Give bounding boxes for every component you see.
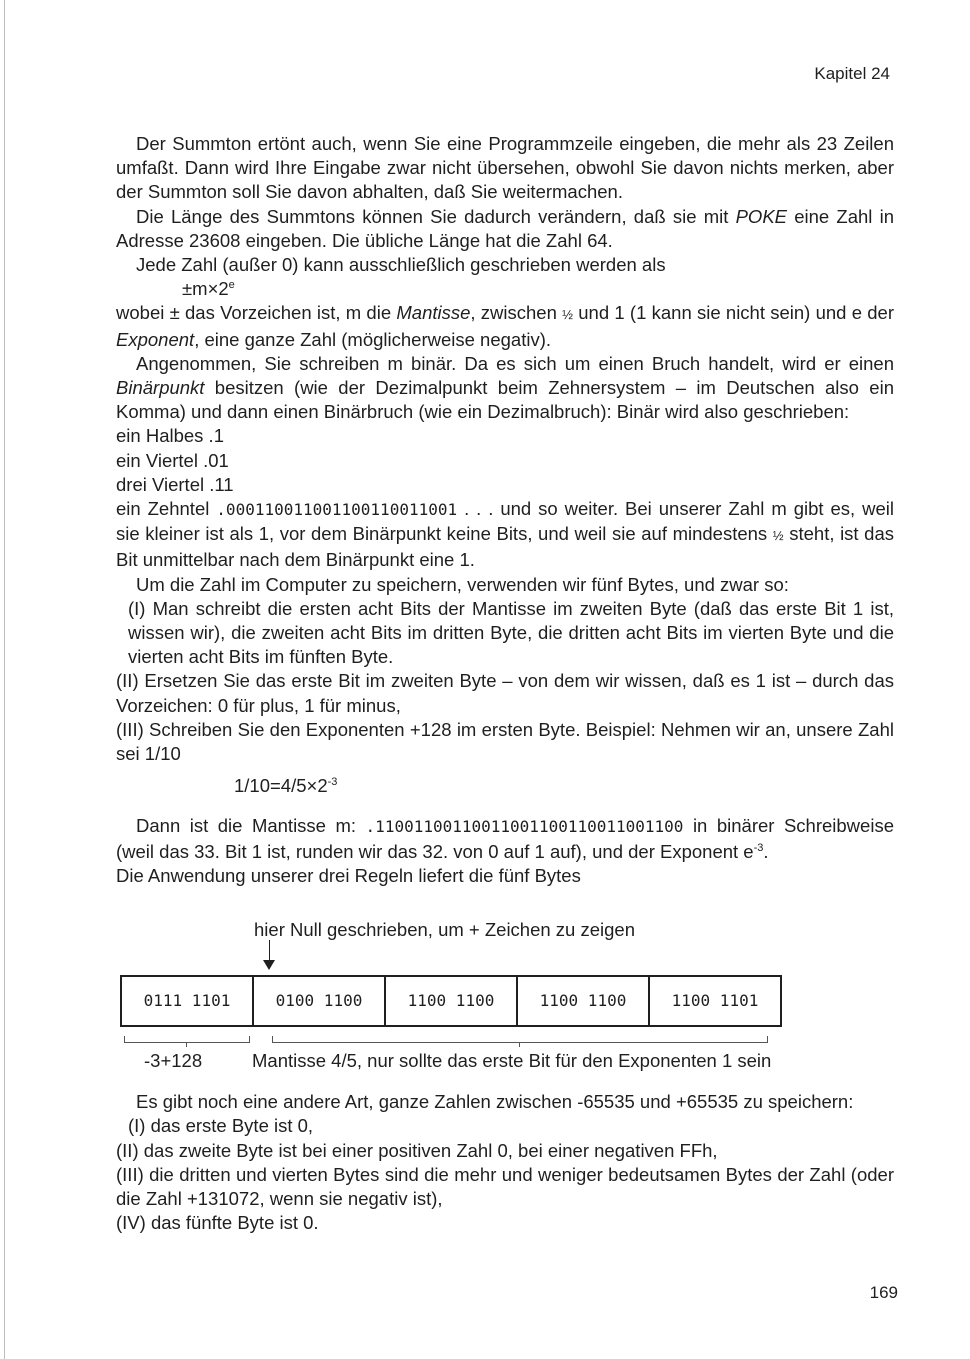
paragraph-mantisse: Dann ist die Mantisse m: .11001100110011001100110011001100 in binärer Schreibweise (weil das 33. Bit 1 ist, runden wir das 32. von 0 auf 1 auf), und der Exponent $e^{-3}$. [116,815,894,862]
paragraph-vorzeichen: wobei ± das Vorzeichen ist, m die Mantisse, zwischen ½ und 1 (1 kann sie nicht sein) und e der Exponent, eine ganze Zahl (möglicherweise negativ). [116,302,894,350]
int-rule-2: (II) das zweite Byte ist bei einer positiven Zahl 0, bei einer negativen FFh, [116,1139,718,1161]
exponent-brace [124,1036,250,1043]
int-rule-3: (III) die dritten und vierten Bytes sind die mehr und weniger bedeutsamen Bytes der Zahl (oder die Zahl +131072, wenn sie negativ ist), [116,1163,894,1209]
rule-2: (II) Ersetzen Sie das erste Bit im zweiten Byte – von dem wir wissen, daß es 1 ist – durch das Vorzeichen: 0 für plus, 1 für minus, [116,670,894,716]
sign-bit-note: hier Null geschrieben, um + Zeichen zu zeigen [254,919,636,941]
down-arrow-icon [269,940,270,962]
line-drei-viertel: drei Viertel .11 [116,473,234,495]
poke-keyword: POKE [735,205,788,227]
paragraph-zehntel: ein Zehntel .000110011001100110011001 . . . und so weiter. Bei unserer Zahl m gibt es, weil sie kleiner ist als 1, vor dem Binärpunkt keine Bits, und weil sie auf mindestens ½ steht, ist das Bit unmittelbar nach dem Binärpunkt eine 1. [116,498,894,571]
byte-2: 0100 1100 [252,977,384,1025]
line-viertel: ein Viertel .01 [116,449,229,471]
byte-5: 1100 1101 [648,977,780,1025]
mantisse-brace [272,1036,768,1043]
mantisse-brace-tip [519,1042,520,1047]
chapter-header: Kapitel 24 [814,64,890,83]
mantisse-caption: Mantisse 4/5, nur sollte das erste Bit für den Exponenten 1 sein [252,1050,772,1072]
int-rule-4: (IV) das fünfte Byte ist 0. [116,1212,319,1234]
byte-3: 1100 1100 [384,977,516,1025]
paragraph-binaerpunkt: Angenommen, Sie schreiben m binär. Da es sich um einen Bruch handelt, wird er einen Binärpunkt besitzen (wie der Dezimalpunkt beim Zehnersystem – im Deutschen also ein Komma) und dann einen Binärbruch (wie ein Dezimalbruch): Binär wird also geschrieben: [116,352,894,423]
page-number: 169 [869,1283,898,1302]
paragraph-laenge: Die Länge des Summtons können Sie dadurch verändern, daß sie mit POKE eine Zahl in Adresse 23608 eingeben. Die übliche Länge hat die Zahl 64. [116,205,894,251]
paragraph-fuenf-bytes: Um die Zahl im Computer zu speichern, verwenden wir fünf Bytes, und zwar so: [136,573,789,595]
page-body [116,132,894,1235]
rule-3: (III) Schreiben Sie den Exponenten +128 im ersten Byte. Beispiel: Nehmen wir an, unsere Zahl sei 1/10 [116,718,894,765]
int-rule-1: (I) das erste Byte ist 0, [128,1115,314,1137]
line-halbes: ein Halbes .1 [116,425,224,447]
exponent-caption: -3+128 [144,1050,203,1072]
exponent-brace-tip [186,1042,187,1047]
byte-1: 0111 1101 [143,990,231,1010]
formula-one-tenth: $1/10=4/5\times 2^{-3}$ [234,775,338,797]
page-edge-line [4,0,5,1359]
byte-row [120,975,782,1027]
rule-1: (I) Man schreibt die ersten acht Bits der Mantisse im zweiten Byte (daß das erste Bit 1 ist, wissen wir), die zweiten acht Bits im dritten Byte, die dritten acht Bits im vierten Byte und die vierten acht Bits im fünften Byte. [128,597,894,668]
byte-diagram [116,900,894,1072]
arrow-head-icon [263,960,275,970]
paragraph-summton: Der Summton ertönt auch, wenn Sie eine Programmzeile eingeben, die mehr als 23 Zeilen umfaßt. Dann wird Ihre Eingabe zwar nicht übersehen, obwohl Sie davon nichts merken, aber der Summton soll Sie davon abhalten, daß Sie weitermachen. [116,133,894,203]
paragraph-jede-zahl: Jede Zahl (außer 0) kann ausschließlich geschrieben werden als [136,254,666,276]
formula-m-exponent: $\pm m\times 2^e$ [182,278,235,300]
paragraph-anwendung: Die Anwendung unserer drei Regeln liefert die fünf Bytes [116,864,581,886]
integer-storage-section [116,1090,894,1235]
byte-4: 1100 1100 [516,977,648,1025]
paragraph-ganze-zahlen: Es gibt noch eine andere Art, ganze Zahlen zwischen -65535 und +65535 zu speichern: [136,1091,854,1113]
